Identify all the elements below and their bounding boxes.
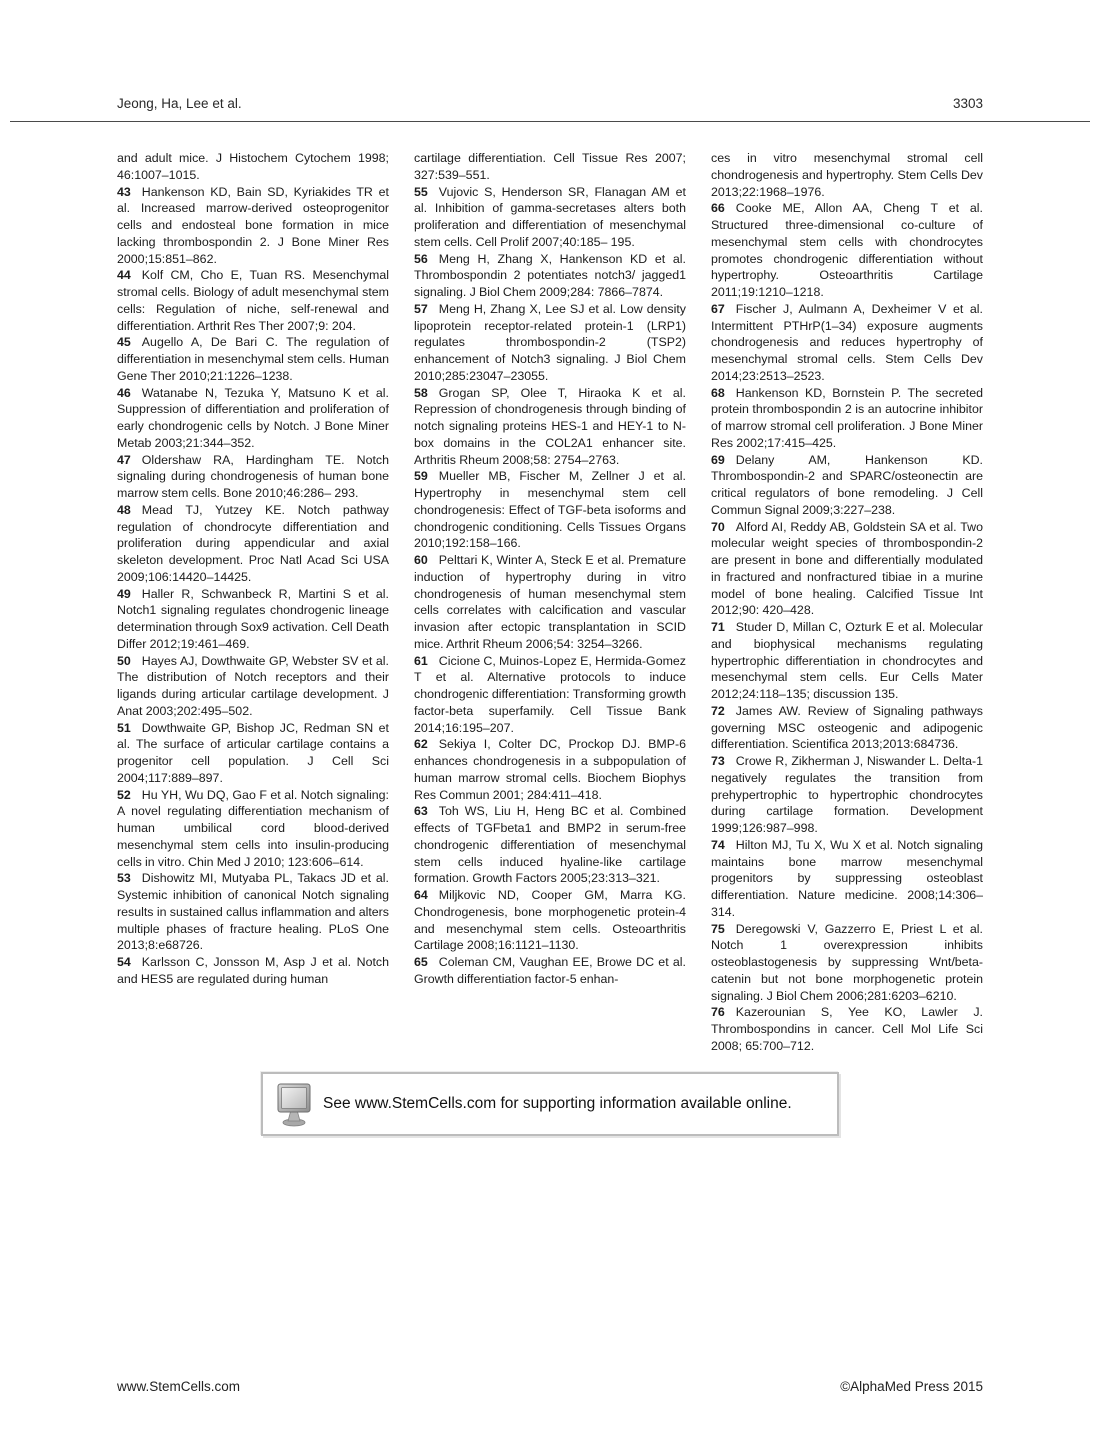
reference-number: 75	[711, 921, 725, 936]
reference-item: ces in vitro mesenchymal stromal cell chondrogenesis and hypertrophy. Stem Cells Dev 2013;22:1968–1976.	[711, 151, 983, 199]
reference-number: 72	[711, 703, 725, 718]
reference-item: 52 Hu YH, Wu DQ, Gao F et al. Notch signaling: A novel regulating differentiation mechanism of human umbilical cord blood-derived mesenchymal stem cells into insulin-producing cells in vitro. Chin Med J 2010; 123:606–614.	[117, 787, 389, 869]
reference-item: 70 Alford AI, Reddy AB, Goldstein SA et al. Two molecular weight species of thrombospondin-2 are present in bone and differentially modulated in fractured and nonfractured tibiae in a murine model of bone healing. Calcified Tissue Int 2012;90: 420–428.	[711, 519, 983, 618]
reference-number: 74	[711, 837, 725, 852]
references-column-2	[414, 150, 686, 1055]
reference-number: 66	[711, 201, 725, 216]
reference-item: 44 Kolf CM, Cho E, Tuan RS. Mesenchymal stromal cells. Biology of adult mesenchymal stem cells: Regulation of niche, self-renewal and differentiation. Arthrit Res Ther 2007;9: 204.	[117, 268, 389, 333]
reference-item: cartilage differentiation. Cell Tissue Res 2007; 327:539–551.	[414, 151, 686, 182]
reference-number: 56	[414, 251, 428, 266]
reference-item: 58 Grogan SP, Olee T, Hiraoka K et al. Repression of chondrogenesis through binding of notch signaling proteins HES-1 and HEY-1 to N-box domains in the COL2A1 enhancer site. Arthritis Rheum 2008;58: 2754–2763.	[414, 385, 686, 467]
reference-item: 60 Pelttari K, Winter A, Steck E et al. Premature induction of hypertrophy during in vitro chondrogenesis of human mesenchymal stem cells correlates with calcification and vascular invasion after ectopic transplantation in SCID mice. Arthrit Rheum 2006;54: 3254–3266.	[414, 553, 686, 651]
reference-item: 46 Watanabe N, Tezuka Y, Matsuno K et al. Suppression of differentiation and proliferation of early chondrogenic cells by Notch. J Bone Miner Metab 2003;21:344–352.	[117, 385, 389, 450]
header-rule	[10, 121, 1090, 122]
reference-item: 48 Mead TJ, Yutzey KE. Notch pathway regulation of chondrocyte differentiation and proliferation during appendicular and axial skeleton development. Proc Natl Acad Sci USA 2009;106:14420–14425.	[117, 502, 389, 584]
reference-item: 55 Vujovic S, Henderson SR, Flanagan AM et al. Inhibition of gamma-secretases alters both proliferation and differentiation of mesenchymal stem cells. Cell Prolif 2007;40:185– 195.	[414, 184, 686, 249]
reference-number: 71	[711, 620, 725, 634]
running-head-authors: Jeong, Ha, Lee et al.	[117, 96, 242, 111]
reference-number: 68	[711, 385, 725, 400]
reference-number: 43	[117, 184, 131, 199]
reference-item: 57 Meng H, Zhang X, Lee SJ et al. Low density lipoprotein receptor-related protein-1 (LRP1) regulates thrombospondin-2 (TSP2) enhancement of Notch3 signaling. J Biol Chem 2010;285:23047–23055.	[414, 301, 686, 383]
reference-item: 76 Kazerounian S, Yee KO, Lawler J. Thrombospondins in cancer. Cell Mol Life Sci 2008; 65:700–712.	[711, 1005, 983, 1053]
reference-item: 49 Haller R, Schwanbeck R, Martini S et al. Notch1 signaling regulates chondrogenic lineage determination through Sox9 activation. Cell Death Differ 2012;19:461–469.	[117, 586, 389, 651]
reference-item: 63 Toh WS, Liu H, Heng BC et al. Combined effects of TGFbeta1 and BMP2 in serum-free chondrogenic differentiation of mesenchymal stem cells induced hyaline-like cartilage formation. Growth Factors 2005;23:313–321.	[414, 804, 686, 886]
reference-number: 58	[414, 385, 428, 400]
footer-journal-url: www.StemCells.com	[117, 1379, 241, 1394]
reference-item: 75 Deregowski V, Gazzerro E, Priest L et al. Notch 1 overexpression inhibits osteoblastogenesis by suppressing Wnt/beta-catenin but not bone morphogenetic protein signaling. J Biol Chem 2006;281:6203–6210.	[711, 921, 983, 1003]
reference-item: 53 Dishowitz MI, Mutyaba PL, Takacs JD et al. Systemic inhibition of canonical Notch signaling results in sustained callus inflammation and alters multiple phases of fracture healing. PLoS One 2013;8:e68726.	[117, 871, 389, 953]
reference-item: 50 Hayes AJ, Dowthwaite GP, Webster SV et al. The distribution of Notch receptors and their ligands during articular cartilage development. J Anat 2003;202:495–502.	[117, 653, 389, 718]
reference-number: 64	[414, 888, 428, 902]
reference-item: 66 Cooke ME, Allon AA, Cheng T et al. Structured three-dimensional co-culture of mesenchymal stem cells with chondrocytes promotes chondrogenic differentiation without hypertrophy. Osteoarthritis Cartilage 2011;19:1210–1218.	[711, 201, 983, 299]
reference-item: 45 Augello A, De Bari C. The regulation of differentiation in mesenchymal stem cells. Human Gene Ther 2010;21:1226–1238.	[117, 335, 389, 383]
reference-item: 43 Hankenson KD, Bain SD, Kyriakides TR et al. Increased marrow-derived osteoprogenitor cells and endosteal bone formation in mice lacking thrombospondin 2. J Bone Miner Res 2000;15:851–862.	[117, 184, 389, 266]
reference-item: 47 Oldershaw RA, Hardingham TE. Notch signaling during chondrogenesis of human bone marrow stem cells. Bone 2010;46:286– 293.	[117, 452, 389, 500]
reference-number: 57	[414, 301, 428, 316]
reference-number: 51	[117, 720, 131, 735]
reference-number: 50	[117, 653, 131, 668]
reference-number: 73	[711, 754, 725, 768]
reference-item: 56 Meng H, Zhang X, Hankenson KD et al. Thrombospondin 2 potentiates notch3/ jagged1 signaling. J Biol Chem 2009;284: 7866–7874.	[414, 251, 686, 299]
reference-number: 48	[117, 502, 131, 517]
reference-item: 61 Cicione C, Muinos-Lopez E, Hermida-Gomez T et al. Alternative protocols to induce chondrogenic differentiation: Transforming growth factor-beta superfamily. Cell Tissue Bank 2014;16:195–207.	[414, 653, 686, 735]
reference-number: 59	[414, 469, 428, 484]
reference-number: 61	[414, 653, 428, 668]
reference-item: 64 Miljkovic ND, Cooper GM, Marra KG. Chondrogenesis, bone morphogenetic protein-4 and mesenchymal stem cells. Osteoarthritis Cartilage 2008;16:1121–1130.	[414, 888, 686, 953]
reference-item: 72 James AW. Review of Signaling pathways governing MSC osteogenic and adipogenic differentiation. Scientifica 2013;2013:684736.	[711, 703, 983, 752]
reference-item: 67 Fischer J, Aulmann A, Dexheimer V et al. Intermittent PTHrP(1–34) exposure augments chondrogenesis and reduces hypertrophy of mesenchymal stromal cells. Stem Cells Dev 2014;23:2513–2523.	[711, 301, 983, 383]
reference-number: 44	[117, 268, 131, 283]
reference-item: 62 Sekiya I, Colter DC, Prockop DJ. BMP-6 enhances chondrogenesis in a subpopulation of human marrow stromal cells. Biochem Biophys Res Commun 2001; 284:411–418.	[414, 737, 686, 802]
reference-number: 54	[117, 955, 131, 969]
reference-number: 69	[711, 452, 725, 467]
page-footer	[117, 1379, 983, 1394]
references-column-3	[711, 150, 983, 1055]
reference-item: and adult mice. J Histochem Cytochem 1998; 46:1007–1015.	[117, 151, 389, 182]
reference-item: 59 Mueller MB, Fischer M, Zellner J et al. Hypertrophy in mesenchymal stem cell chondrogenesis: Effect of TGF-beta isoforms and chondrogenic conditioning. Cells Tissues Organs 2010;192:158–166.	[414, 469, 686, 551]
reference-item: 65 Coleman CM, Vaughan EE, Browe DC et al. Growth differentiation factor-5 enhan-	[414, 955, 686, 986]
reference-number: 62	[414, 737, 428, 752]
references-section	[117, 150, 983, 1055]
reference-item: 54 Karlsson C, Jonsson M, Asp J et al. Notch and HES5 are regulated during human	[117, 955, 389, 986]
reference-number: 49	[117, 586, 131, 601]
running-head	[117, 96, 983, 111]
reference-item: 68 Hankenson KD, Bornstein P. The secreted protein thrombospondin 2 is an autocrine inhibitor of marrow stromal cell proliferation. J Bone Miner Res 2002;17:415–425.	[711, 385, 983, 450]
reference-number: 53	[117, 871, 131, 886]
reference-number: 45	[117, 335, 131, 350]
footer-copyright: ©AlphaMed Press 2015	[840, 1379, 983, 1394]
reference-number: 46	[117, 385, 131, 400]
reference-item: 69 Delany AM, Hankenson KD. Thrombospondin-2 and SPARC/osteonectin are critical regulators of bone remodeling. J Cell Commun Signal 2009;3:227–238.	[711, 452, 983, 517]
monitor-icon	[275, 1081, 319, 1127]
reference-number: 63	[414, 804, 428, 819]
supporting-information-box	[261, 1072, 839, 1136]
reference-number: 52	[117, 787, 131, 802]
reference-item: 73 Crowe R, Zikherman J, Niswander L. Delta-1 negatively regulates the transition from prehypertrophic to hypertrophic chondrocytes during cartilage formation. Development 1999;126:987–998.	[711, 754, 983, 835]
references-column-1	[117, 150, 389, 1055]
reference-item: 51 Dowthwaite GP, Bishop JC, Redman SN et al. The surface of articular cartilage contains a progenitor cell population. J Cell Sci 2004;117:889–897.	[117, 720, 389, 785]
reference-number: 55	[414, 184, 428, 199]
reference-number: 76	[711, 1005, 725, 1020]
reference-number: 65	[414, 955, 428, 969]
page-number: 3303	[952, 96, 983, 111]
supporting-information-text: See www.StemCells.com for supporting information available online.	[323, 1095, 792, 1112]
reference-number: 67	[711, 301, 725, 316]
reference-number: 60	[414, 553, 428, 567]
reference-item: 71 Studer D, Millan C, Ozturk E et al. Molecular and biophysical mechanisms regulating hypertrophic differentiation in chondrocytes and mesenchymal stem cells. Eur Cells Mater 2012;24:118–135; discussion 135.	[711, 620, 983, 701]
reference-number: 47	[117, 452, 131, 467]
reference-number: 70	[711, 519, 725, 534]
reference-item: 74 Hilton MJ, Tu X, Wu X et al. Notch signaling maintains bone marrow mesenchymal progenitors by suppressing osteoblast differentiation. Nature medicine. 2008;14:306–314.	[711, 837, 983, 919]
